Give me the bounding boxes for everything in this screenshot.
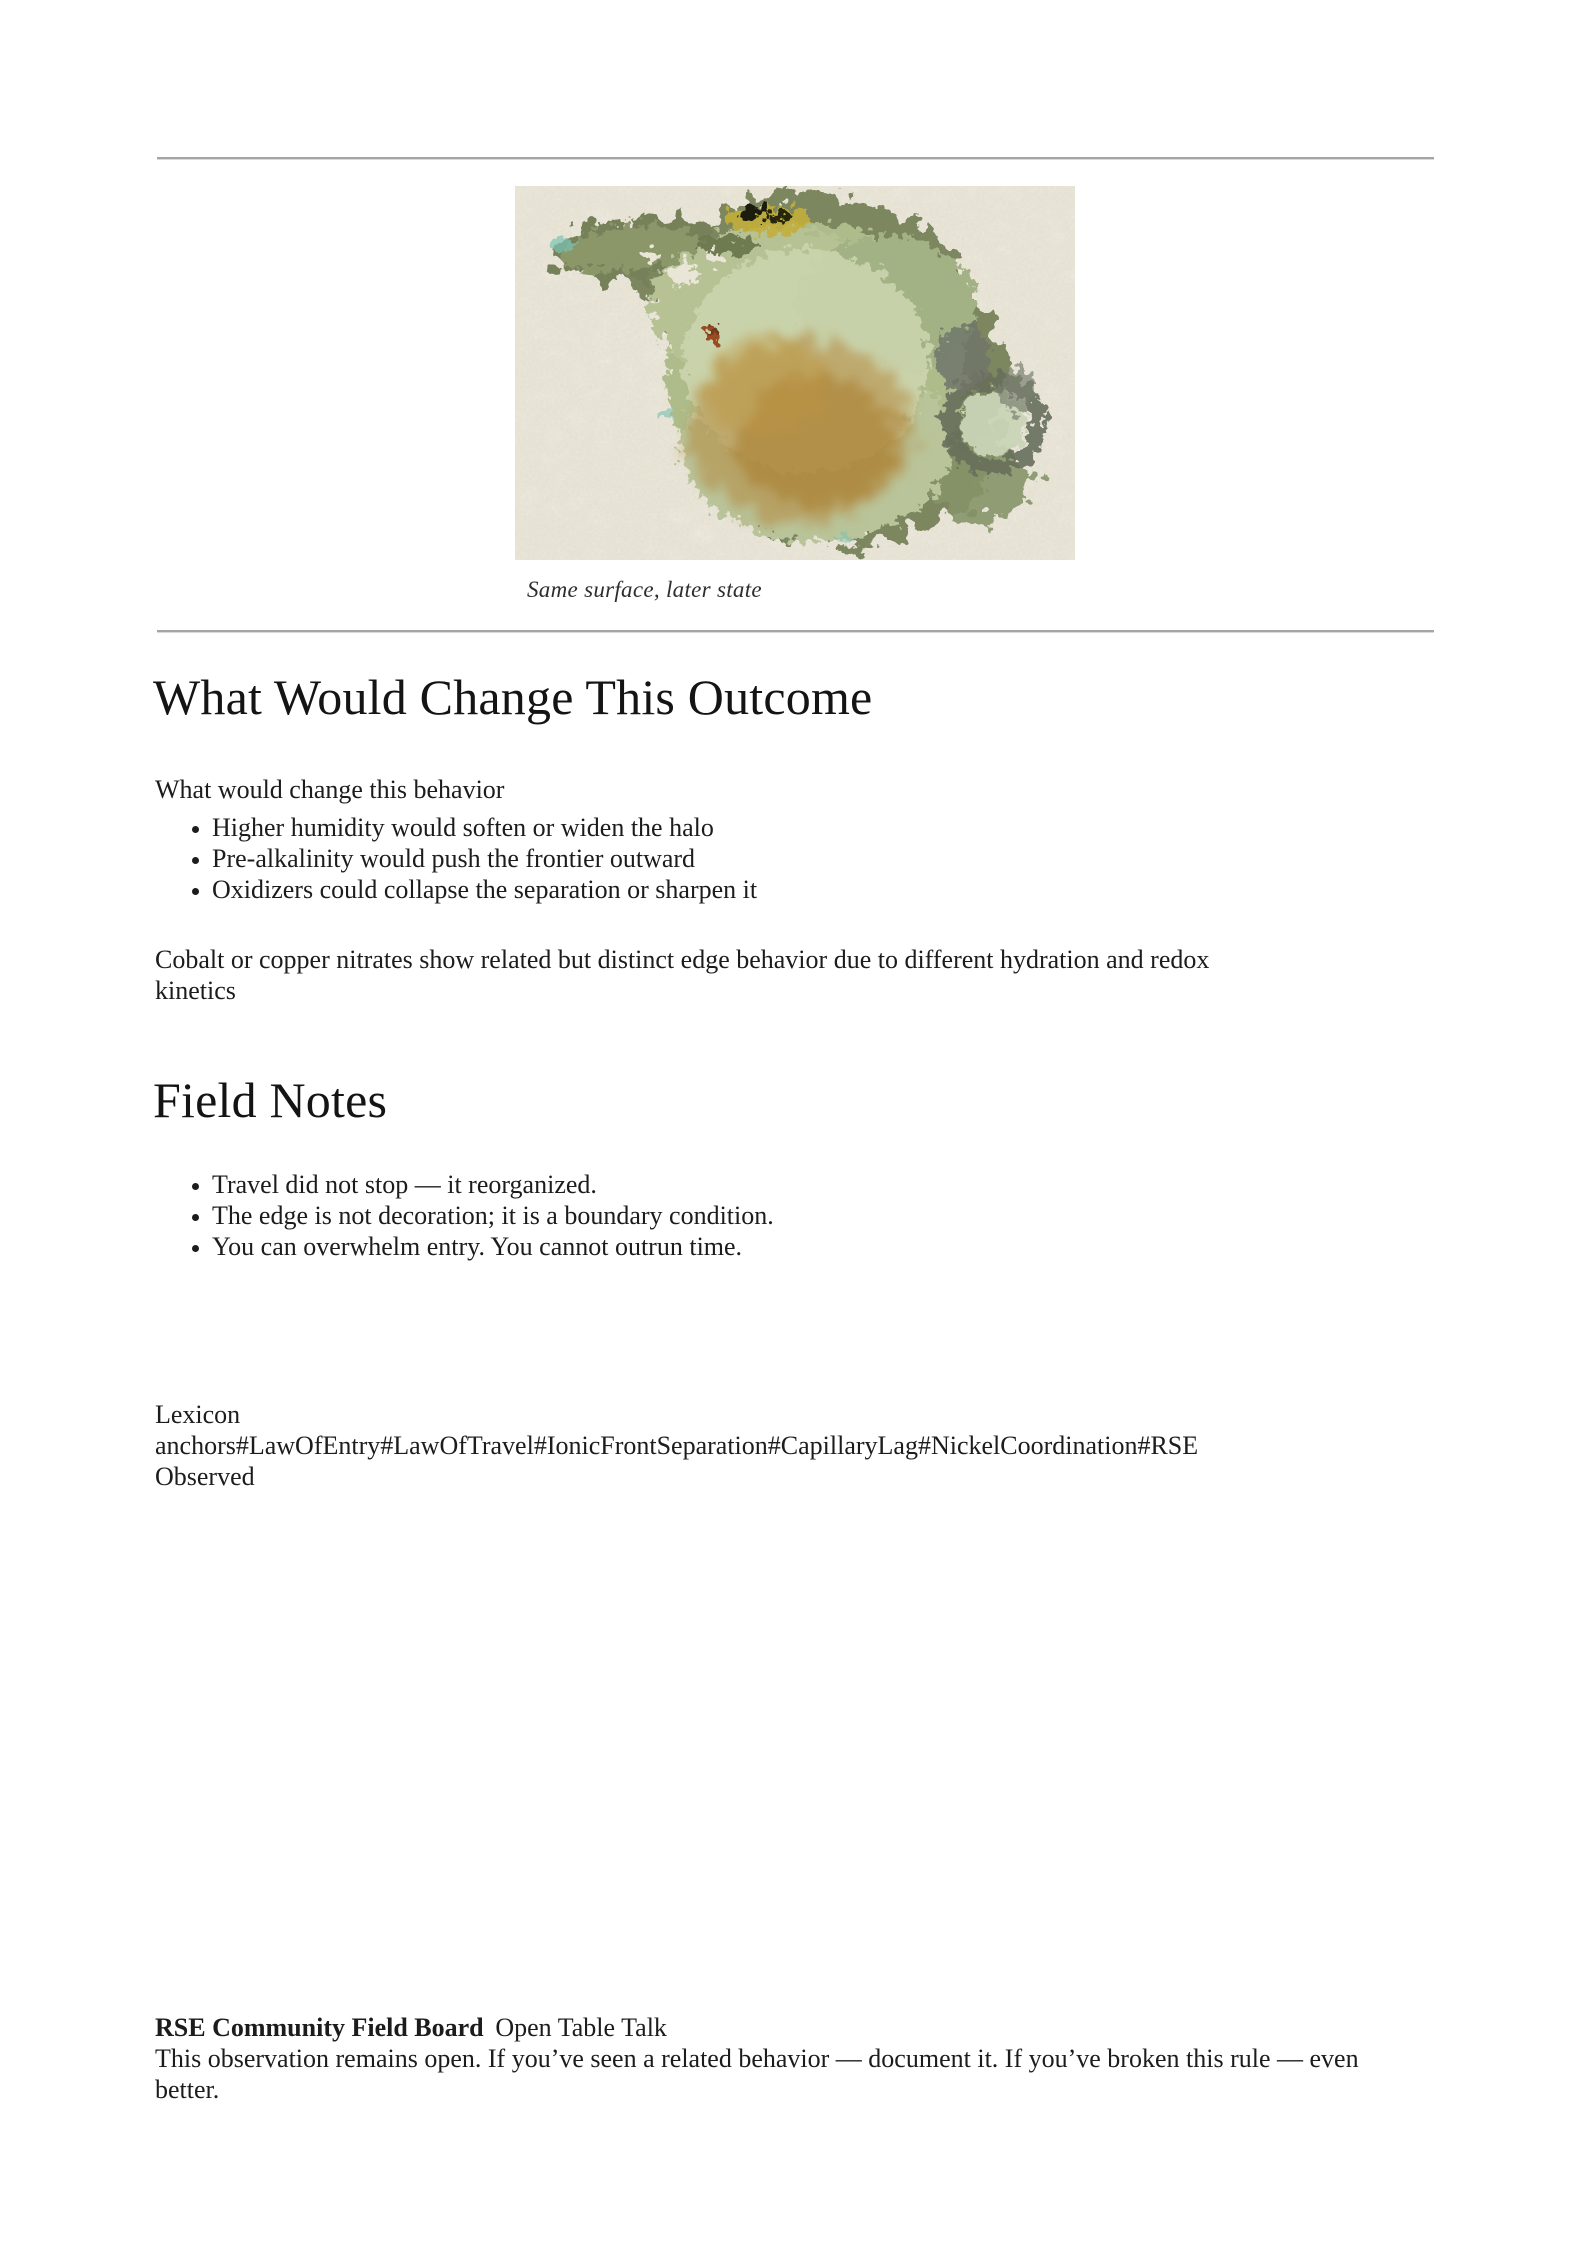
lexicon-line: anchors#LawOfEntry#LawOfTravel#IonicFrontSeparation#CapillaryLag#NickelCoordination#RSE xyxy=(155,1431,1199,1460)
top-divider-rule xyxy=(157,157,1434,160)
list-item: • Oxidizers could collapse the separation or sharpen it xyxy=(212,874,1492,905)
heading-field-notes: Field Notes xyxy=(153,1072,388,1128)
figure xyxy=(515,186,1075,560)
list-item: • You can overwhelm entry. You cannot outrun time. xyxy=(212,1231,1492,1262)
outcome-bullet-list xyxy=(157,812,1492,905)
outcome-paragraph xyxy=(155,944,1445,1006)
paragraph-line: kinetics xyxy=(155,976,236,1005)
paragraph-line: Cobalt or copper nitrates show related but distinct edge behavior due to different hydration and redox xyxy=(155,945,1210,974)
outcome-intro-text: What would change this behavior xyxy=(155,775,505,804)
field-notes-bullet-list xyxy=(157,1169,1492,1262)
heading-what-would-change: What Would Change This Outcome xyxy=(153,669,873,725)
footer-board-subtitle: Open Table Talk xyxy=(495,2013,667,2042)
lexicon-line: Observed xyxy=(155,1462,255,1491)
footer-note-line: This observation remains open. If you’ve seen a related behavior — document it. If you’ve broken this rule — even xyxy=(155,2044,1359,2073)
second-divider-rule xyxy=(157,630,1434,633)
figure-caption: Same surface, later state xyxy=(527,577,762,602)
stain-photo xyxy=(515,186,1075,560)
footer-note-line: better. xyxy=(155,2075,220,2104)
footer-title-line xyxy=(155,2012,1445,2043)
footer-board-title: RSE Community Field Board xyxy=(155,2013,484,2042)
lexicon-anchors-text xyxy=(155,1399,1445,1492)
list-item: • The edge is not decoration; it is a boundary condition. xyxy=(212,1200,1492,1231)
list-item: • Travel did not stop — it reorganized. xyxy=(212,1169,1492,1200)
lexicon-line: Lexicon xyxy=(155,1400,241,1429)
footer xyxy=(155,2012,1445,2105)
list-item: • Pre-alkalinity would push the frontier outward xyxy=(212,843,1492,874)
list-item: • Higher humidity would soften or widen the halo xyxy=(212,812,1492,843)
